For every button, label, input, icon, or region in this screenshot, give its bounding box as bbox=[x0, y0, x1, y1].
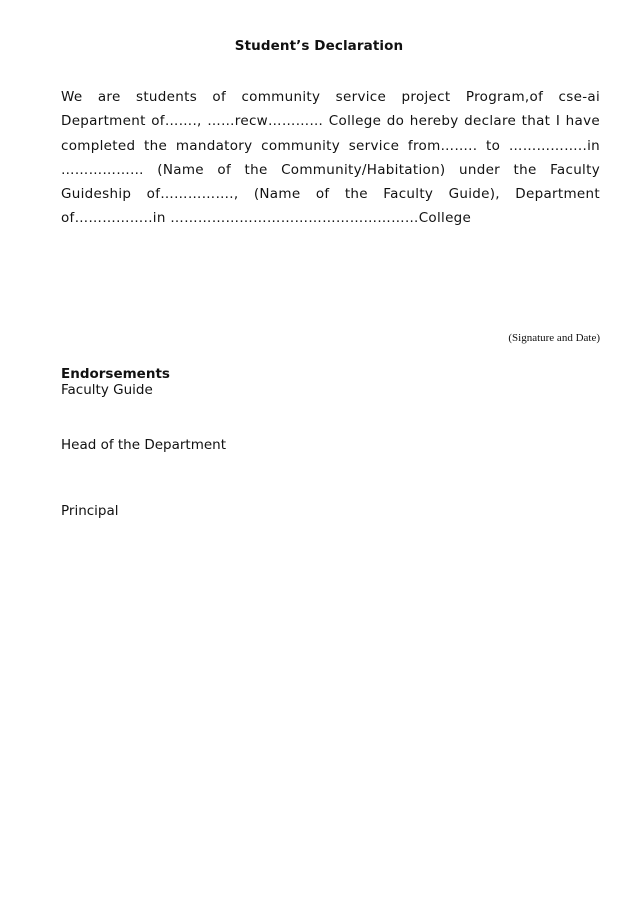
declaration-line: completed the mandatory community service from…….. to ……………..in bbox=[61, 137, 600, 154]
declaration-line: We are students of community service project Program,of cse-ai bbox=[61, 89, 600, 105]
declaration-line: Guideship of……………., (Name of the Faculty Guide), Department bbox=[61, 186, 600, 203]
declaration-line: Department of……., ……recw………… College do hereby declare that I have bbox=[61, 113, 600, 130]
head-of-department-label: Head of the Department bbox=[61, 437, 227, 453]
page-title: Student’s Declaration bbox=[234, 38, 404, 54]
declaration-paragraph bbox=[61, 85, 600, 231]
signature-date-label: (Signature and Date) bbox=[508, 332, 600, 344]
faculty-guide-label: Faculty Guide bbox=[61, 382, 153, 398]
endorsements-heading: Endorsements bbox=[61, 366, 170, 382]
principal-label: Principal bbox=[61, 503, 119, 519]
declaration-line: ……………… (Name of the Community/Habitation) under the Faculty bbox=[61, 161, 600, 178]
declaration-line: of……………..in ………………………………………………College bbox=[61, 210, 472, 227]
